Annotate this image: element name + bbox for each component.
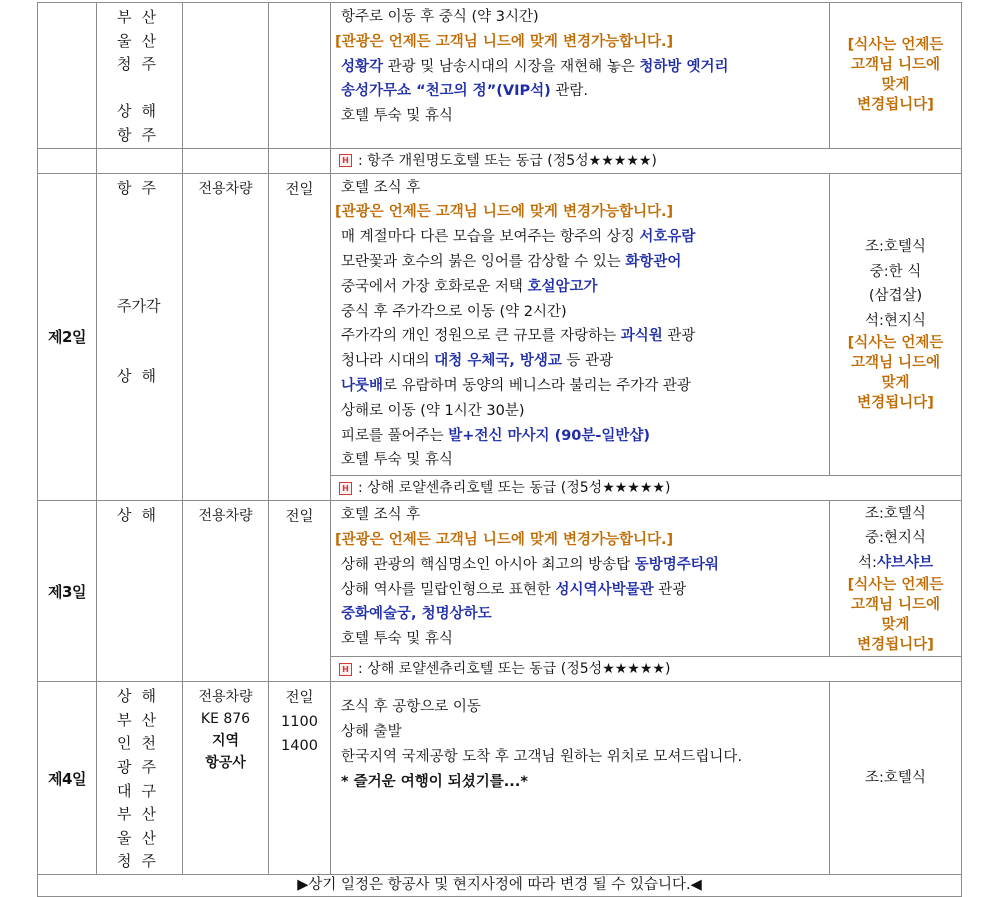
meal-notice: 맞게 [881,77,910,94]
schedule-line: 성황각 관광 및 남송시대의 시장을 재현해 놓은 청하방 옛거리 [341,58,729,75]
transport-line: 전용차량 [198,689,253,706]
schedule-line: 중화예술궁, 청명상하도 [341,606,492,623]
footer-row [38,874,962,896]
meal-line: 중:한 식 [869,263,922,280]
meal-notice: [식사는 언제든 [847,37,944,54]
day1-schedule [331,3,830,149]
schedule-line: 모란꽃과 호수의 붉은 잉어를 감상할 수 있는 화항관어 [341,253,682,270]
day3-places [97,501,183,682]
schedule-line: 호텔 조식 후 [341,179,421,196]
schedule-line: 청나라 시대의 대청 우체국, 방생교 등 관광 [341,353,614,370]
hotel-icon: H [339,663,352,676]
place-name: 상해 [117,102,166,121]
day1-day-cell [38,3,97,149]
transport-line: 항공사 [205,755,246,772]
meal-notice: 맞게 [881,375,910,392]
meal-line: 석:현지식 [865,312,926,329]
day4-row [38,682,962,875]
meal-line: 조:호텔식 [865,239,926,256]
schedule-line: 호텔 투숙 및 휴식 [341,452,453,469]
footer-note: ▶상기 일정은 항공사 및 현지사정에 따라 변경 될 수 있습니다.◀ [38,874,962,896]
day1-meals [830,3,962,149]
tour-change-notice: [관광은 언제든 고객님 니드에 맞게 변경가능합니다.] [335,531,674,548]
place-name: 인천 [117,734,166,753]
day2-transport: 전용차량 [183,173,269,501]
day4-places [97,682,183,875]
schedule-line: 매 계절마다 다른 모습을 보여주는 항주의 상징 서호유람 [341,229,696,246]
schedule-line: 주가각의 개인 정원으로 큰 규모를 자랑하는 과식원 관광 [341,328,696,345]
hotel-icon: H [339,482,352,495]
place-name: 부산 [117,710,166,729]
day3-schedule [331,501,830,657]
schedule-line: 송성가무쇼 “천고의 정”(VIP석) 관람. [341,83,588,100]
day3-time: 전일 [269,501,331,682]
day3-row [38,501,962,657]
place-name: 부산 [117,8,166,26]
place-name: 상해 [117,506,166,525]
day1-time [269,3,331,149]
meal-notice: 변경됩니다] [857,395,934,412]
day2-schedule [331,173,830,476]
day2-hotel [331,476,962,501]
day1-hotel [331,148,962,173]
tour-change-notice: [관광은 언제든 고객님 니드에 맞게 변경가능합니다.] [335,204,674,221]
meal-line: 조:호텔식 [865,505,926,522]
day4-label: 제4일 [38,682,97,875]
transport-line: 지역 [211,733,240,750]
place-name: 상해 [117,367,166,386]
day3-label: 제3일 [38,501,97,682]
place-name: 청주 [117,852,166,871]
schedule-line: 상해 관광의 핵심명소인 아시아 최고의 방송탑 동방명주타워 [341,556,719,573]
hotel-text: : 항주 개원명도호텔 또는 동급 (정5성★★★★★) [358,152,657,169]
schedule-line: 상해 역사를 밀랍인형으로 표현한 성시역사박물관 관광 [341,581,687,598]
time-line: 전일 [285,690,314,707]
place-name: 주가각 [117,296,161,315]
meal-notice: 변경됩니다] [857,97,934,114]
day1-hotel-row [38,148,962,173]
place-name: 부산 [117,805,166,824]
day4-schedule [331,682,830,875]
schedule-line: 항주로 이동 후 중식 (약 3시간) [341,9,539,25]
day4-time [269,682,331,875]
meal-notice: 고객님 니드에 [850,57,941,74]
place-name: 상해 [117,687,166,706]
flight-number: KE 876 [200,711,251,728]
time-line: 1100 [281,714,318,731]
time-line: 1400 [281,738,318,755]
place-name: 울산 [117,828,166,847]
place-name: 울산 [117,31,166,50]
schedule-line: * 즐거운 여행이 되셨기를...* [341,773,528,790]
day1-places [97,3,183,149]
hotel-text: : 상해 로얄센츄리호텔 또는 동급 (정5성★★★★★) [358,480,671,497]
schedule-line: 상해로 이동 (약 1시간 30분) [341,402,525,419]
schedule-line: 중식 후 주가각으로 이동 (약 2시간) [341,303,567,320]
day3-meals [830,501,962,657]
day2-row [38,173,962,476]
hotel-text: : 상해 로얄센츄리호텔 또는 동급 (정5성★★★★★) [358,661,671,678]
itinerary-table [37,2,962,897]
hotel-icon: H [339,154,352,167]
meal-notice: 고객님 니드에 [850,355,941,372]
day1-row [38,3,962,149]
schedule-line: 호텔 투숙 및 휴식 [341,108,453,125]
day3-transport: 전용차량 [183,501,269,682]
meal-notice: 변경됩니다] [857,637,934,654]
meal-notice: 맞게 [881,617,910,634]
place-name: 항주 [117,178,166,197]
schedule-line: 호텔 투숙 및 휴식 [341,631,453,648]
meal-notice: 고객님 니드에 [850,597,941,614]
meal-line: 조:호텔식 [865,769,926,786]
meal-line: (삼겹살) [868,288,923,305]
meal-notice: [식사는 언제든 [847,335,944,352]
schedule-line: 한국지역 국제공항 도착 후 고객님 원하는 위치로 모셔드립니다. [341,748,743,765]
day2-places [97,173,183,501]
day1-transport [183,3,269,149]
place-name: 광주 [117,757,166,776]
day2-label: 제2일 [38,173,97,501]
tour-change-notice: [관광은 언제든 고객님 니드에 맞게 변경가능합니다.] [335,33,674,50]
place-name: 항주 [117,125,166,144]
meal-line: 석:샤브샤브 [858,554,933,571]
meal-line: 중:현지식 [865,530,926,547]
day2-time: 전일 [269,173,331,501]
schedule-line: 나룻배로 유람하며 동양의 베니스라 불리는 주가각 관광 [341,377,691,394]
day3-hotel [331,657,962,682]
schedule-line: 호텔 조식 후 [341,507,421,524]
place-name: 청주 [117,55,166,74]
day4-meals [830,682,962,875]
schedule-line: 상해 출발 [341,723,402,740]
meal-notice: [식사는 언제든 [847,577,944,594]
schedule-line: 중국에서 가장 호화로운 저택 호설암고가 [341,278,598,295]
schedule-line: 조식 후 공항으로 이동 [341,699,481,716]
day4-transport [183,682,269,875]
schedule-line: 피로를 풀어주는 발+전신 마사지 (90분-일반샵) [341,427,651,444]
day2-meals [830,173,962,476]
place-name: 대구 [117,781,166,800]
